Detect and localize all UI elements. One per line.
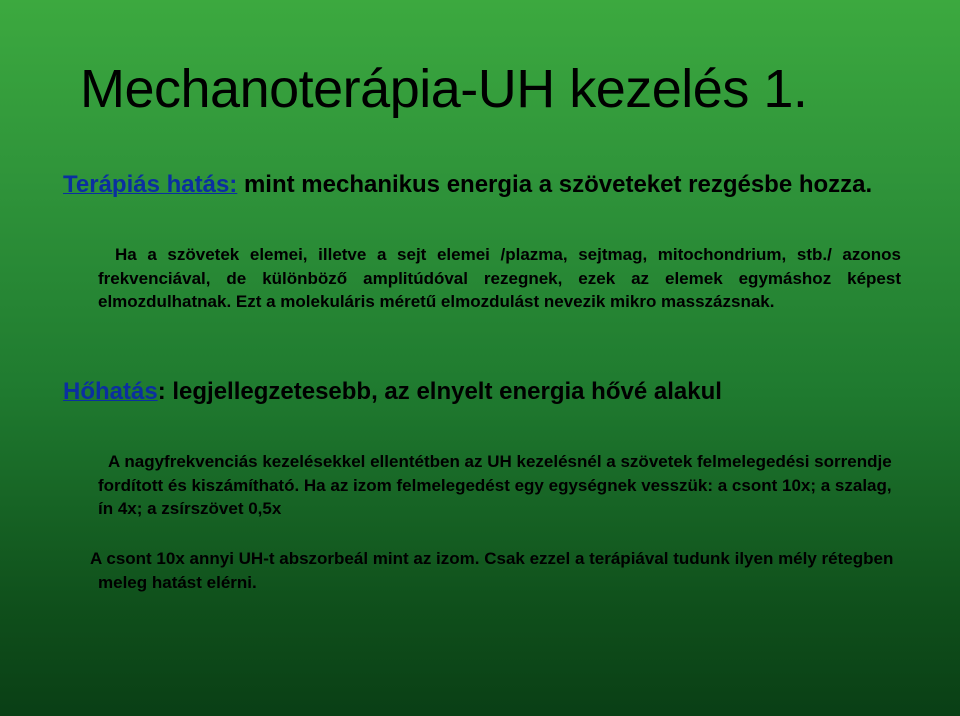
bone-absorption-paragraph: A csont 10x annyi UH-t abszorbeál mint az izom. Csak ezzel a terápiával tudunk ilyen mély rétegben meleg hatást elérni.	[90, 549, 894, 592]
heating-order-paragraph: A nagyfrekvenciás kezelésekkel ellentétben az UH kezelésnél a szövetek felmelegedési sorrendje fordított és kiszámítható. Ha az izom felmelegedést egy egységnek vesszük: a csont 10x; a szalag, ín 4x; a zsírszövet 0,5x	[98, 452, 892, 518]
therapy-effect-heading	[63, 170, 901, 200]
slide-title: Mechanoterápia-UH kezelés 1.	[80, 59, 808, 119]
heat-effect-text: : legjellegzetesebb, az elnyelt energia hővé alakul	[157, 378, 722, 405]
heat-effect-label: Hőhatás	[63, 378, 158, 405]
micro-massage-paragraph: Ha a szövetek elemei, illetve a sejt elemei /plazma, sejtmag, mitochondrium, stb./ azonos frekvenciával, de különböző amplitúdóval rezegnek, ezek az elemek egymáshoz képest elmozdulhatnak. Ezt a molekuláris méretű elmozdulást nevezik mikro masszázsnak.	[98, 245, 901, 311]
therapy-effect-text: mint mechanikus energia a szöveteket rezgésbe hozza.	[237, 171, 873, 198]
therapy-effect-label: Terápiás hatás:	[63, 171, 238, 198]
heat-effect-heading	[63, 378, 901, 406]
